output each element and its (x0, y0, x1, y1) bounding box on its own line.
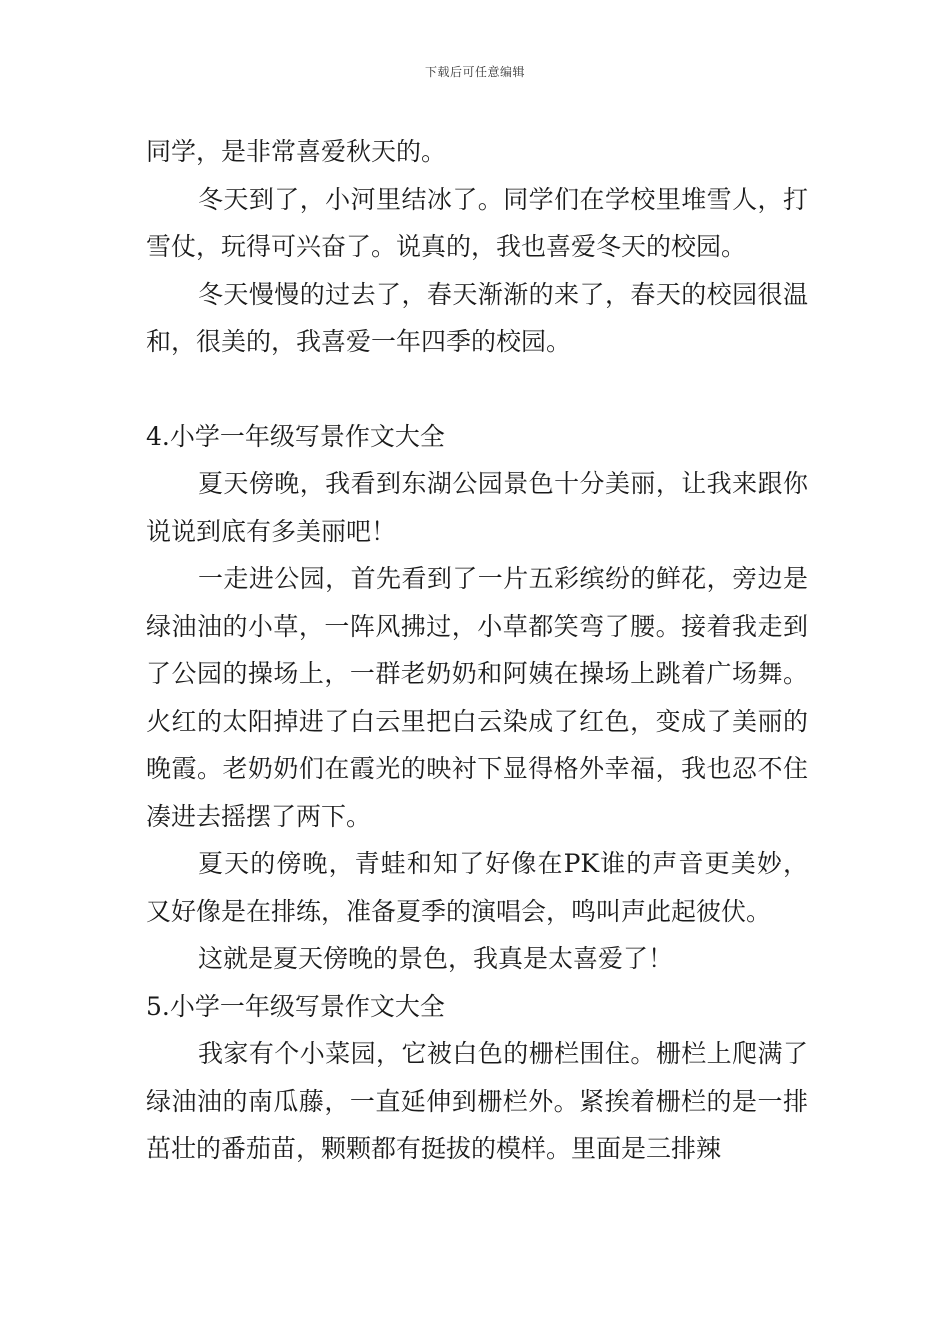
paragraph: 夏天的傍晚，青蛙和知了好像在PK谁的声音更美妙，又好像是在排练，准备夏季的演唱会，鸣叫声此起彼伏。 (146, 849, 808, 926)
paragraph: 夏天傍晚，我看到东湖公园景色十分美丽，让我来跟你说说到底有多美丽吧！ (146, 469, 808, 546)
paragraph: 这就是夏天傍晚的景色，我真是太喜爱了！ (198, 944, 674, 973)
paragraph: 一走进公园，首先看到了一片五彩缤纷的鲜花，旁边是绿油油的小草，一阵风拂过，小草都笑弯了腰。接着我走到了公园的操场上，一群老奶奶和阿姨在操场上跳着广场舞。火红的太阳掉进了白云里把白云染成了红色，变成了美丽的晚霞。老奶奶们在霞光的映衬下显得格外幸福，我也忍不住凑进去摇摆了两下。 (146, 564, 808, 831)
section-heading: 5.小学一年级写景作文大全 (146, 991, 445, 1021)
paragraph: 冬天慢慢的过去了，春天渐渐的来了，春天的校园很温和，很美的，我喜爱一年四季的校园。 (146, 279, 808, 356)
paragraph: 我家有个小菜园，它被白色的栅栏围住。栅栏上爬满了绿油油的南瓜藤，一直延伸到栅栏外。紧挨着栅栏的是一排茁壮的番茄苗，颗颗都有挺拔的模样。里面是三排辣 (146, 1039, 808, 1163)
paragraph: 冬天到了，小河里结冰了。同学们在学校里堆雪人，打雪仗，玩得可兴奋了。说真的，我也喜爱冬天的校园。 (146, 184, 808, 261)
paragraph: 同学，是非常喜爱秋天的。 (146, 137, 447, 166)
document-body (146, 128, 808, 1173)
page-header: 下载后可任意编辑 (424, 65, 525, 79)
section-heading: 4.小学一年级写景作文大全 (146, 421, 445, 451)
section-spacer (146, 366, 808, 413)
